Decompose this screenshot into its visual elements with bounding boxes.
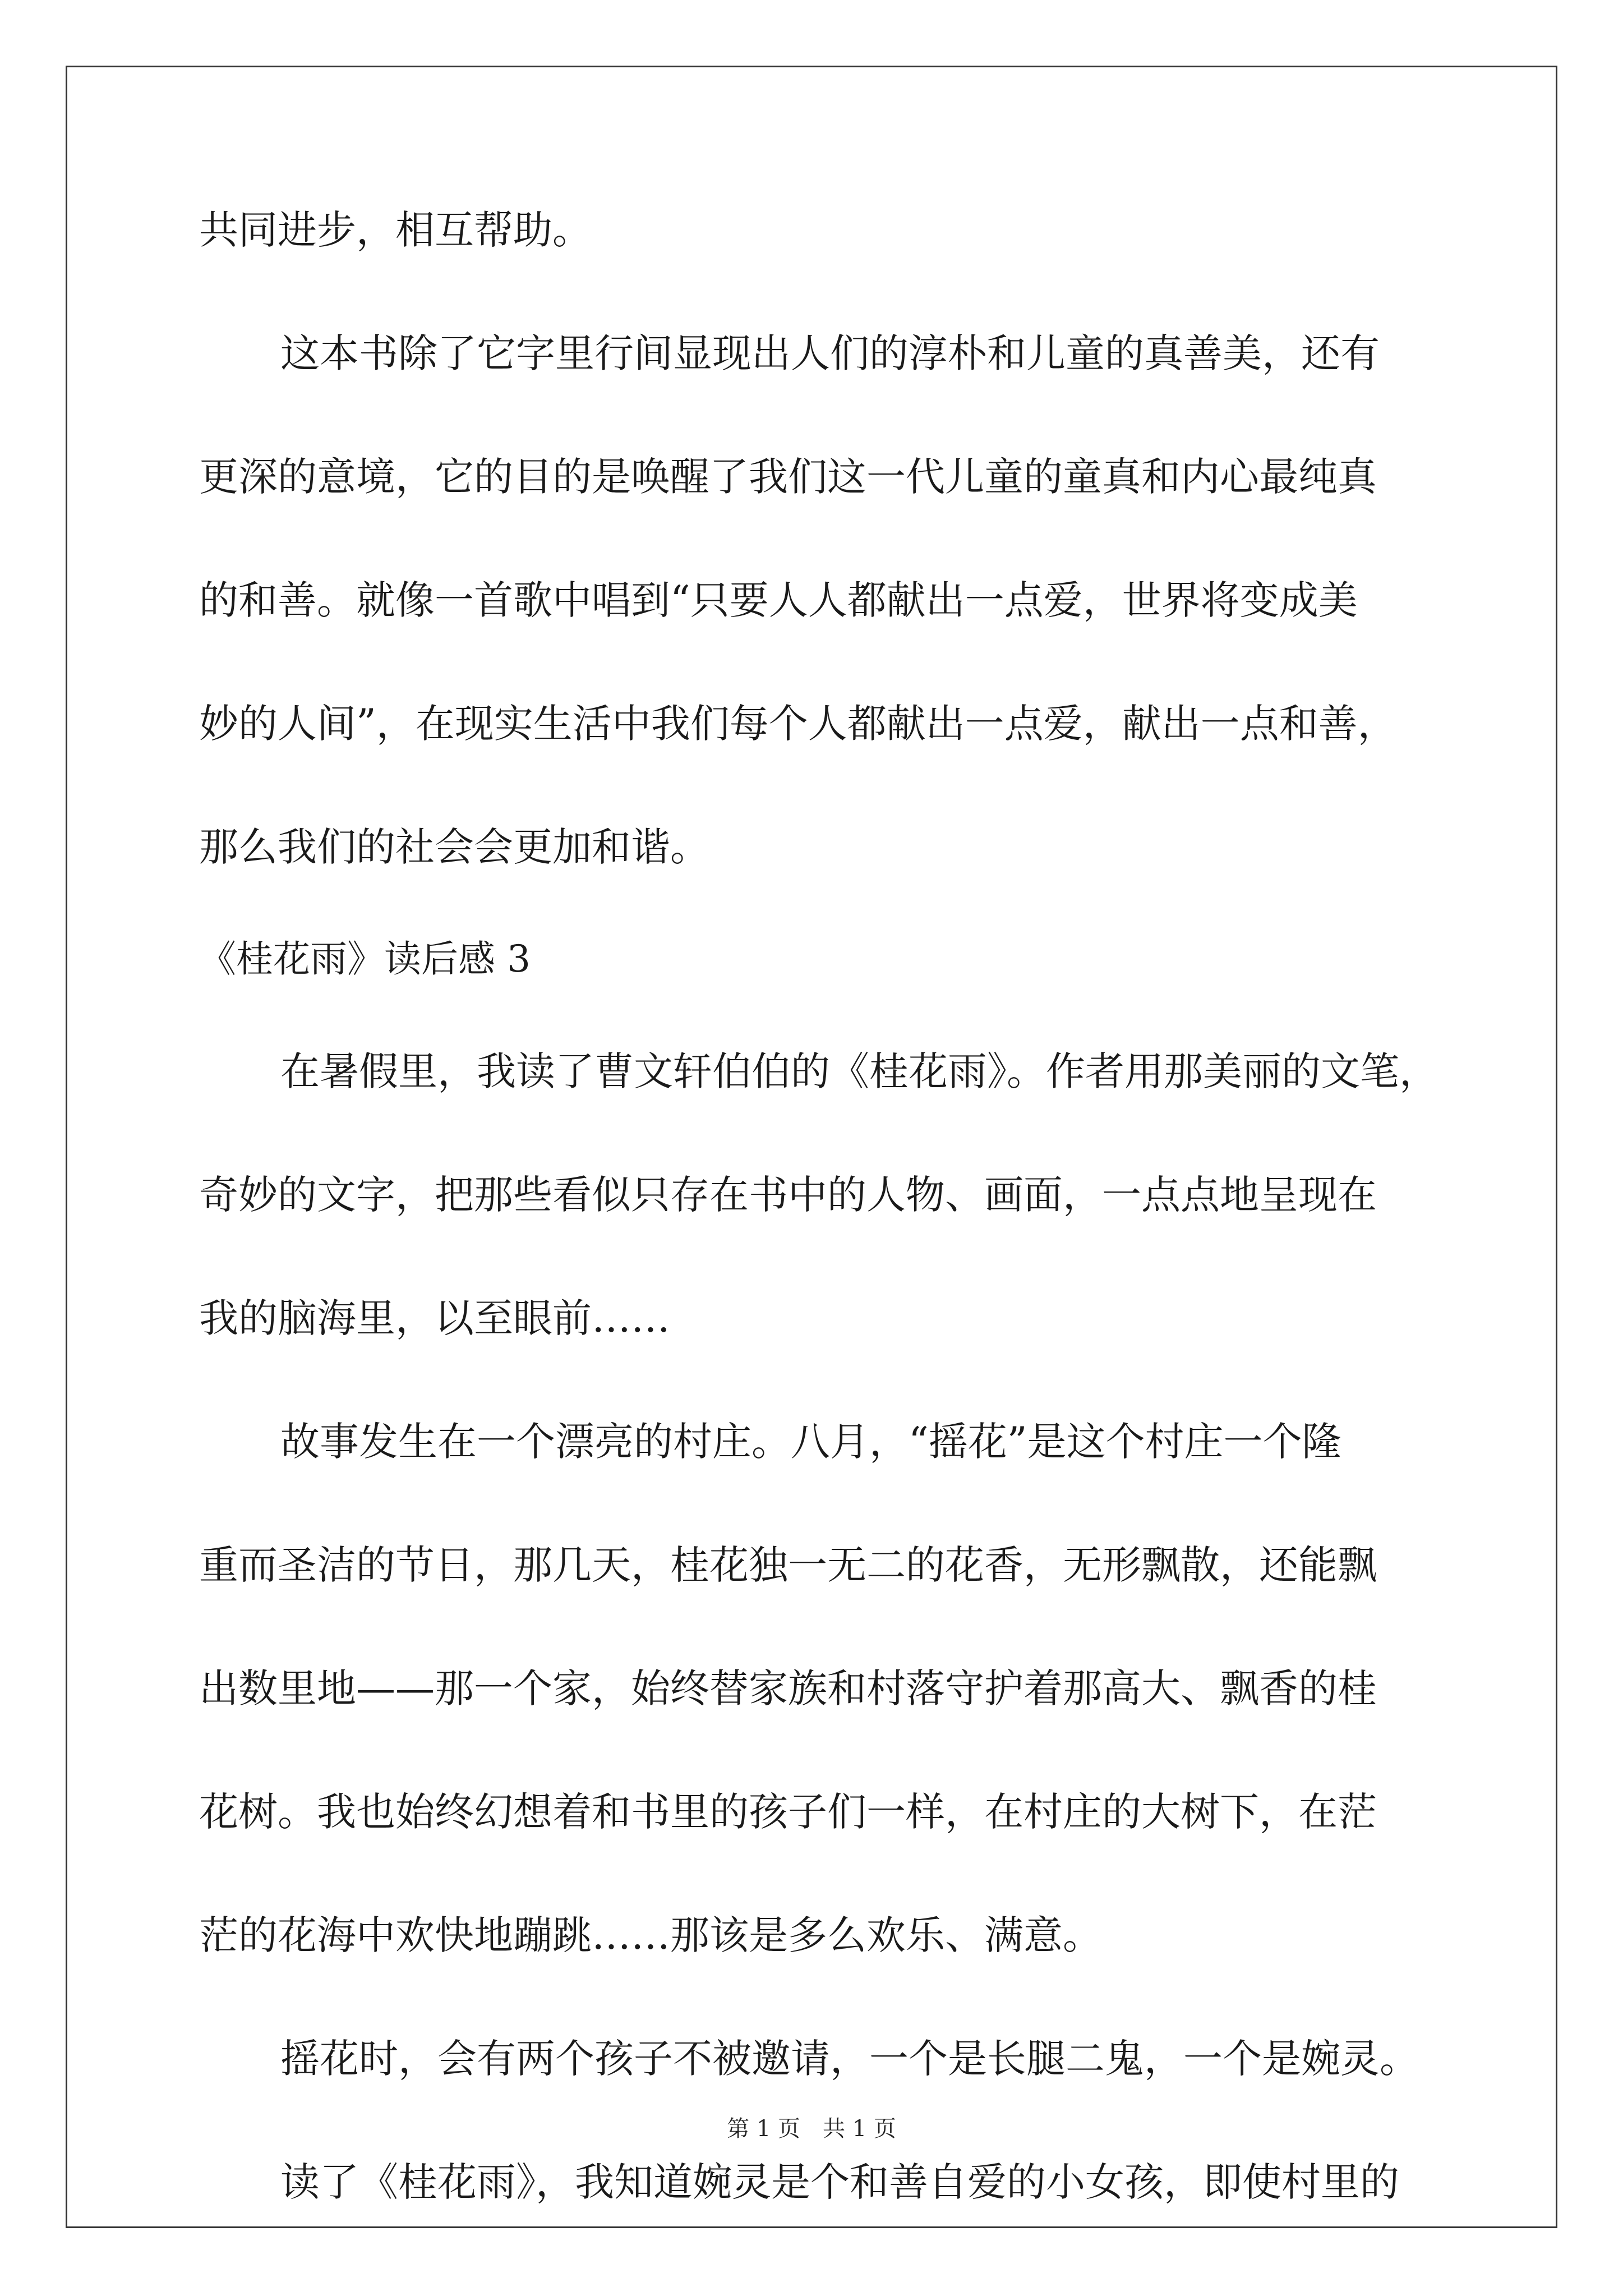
text-line: 的和善。就像一首歌中唱到“只要人人都献出一点爱，世界将变成美 xyxy=(199,577,1358,623)
text-line: 那么我们的社会会更加和谐。 xyxy=(199,824,709,870)
text-line: 妙的人间”，在现实生活中我们每个人都献出一点爱，献出一点和善， xyxy=(199,701,1397,747)
paragraph-first-line: 这本书除了它字里行间显现出人们的淳朴和儿童的真善美，还有 xyxy=(280,330,1380,376)
paragraph-first-line: 故事发生在一个漂亮的村庄。八月，“摇花”是这个村庄一个隆 xyxy=(280,1419,1341,1465)
text-line: 奇妙的文字，把那些看似只存在书中的人物、画面，一点点地呈现在 xyxy=(199,1172,1377,1218)
paragraph-first-line: 摇花时，会有两个孩子不被邀请，一个是长腿二鬼，一个是婉灵。 xyxy=(280,2036,1419,2082)
text-line: 花树。我也始终幻想着和书里的孩子们一样，在村庄的大树下，在茫 xyxy=(199,1789,1377,1835)
text-line: 共同进步，相互帮助。 xyxy=(199,207,592,253)
text-line: 我的脑海里，以至眼前…… xyxy=(199,1295,670,1341)
text-line: 更深的意境，它的目的是唤醒了我们这一代儿童的童真和内心最纯真 xyxy=(199,454,1377,500)
paragraph-first-line: 在暑假里，我读了曹文轩伯伯的《桂花雨》。作者用那美丽的文笔， xyxy=(280,1048,1438,1094)
text-line: 重而圣洁的节日，那几天，桂花独一无二的花香，无形飘散，还能飘 xyxy=(199,1542,1377,1588)
section-heading: 《桂花雨》读后感 3 xyxy=(199,937,531,981)
text-line: 茫的花海中欢快地蹦跳……那该是多么欢乐、满意。 xyxy=(199,1912,1102,1958)
text-line: 出数里地——那一个家，始终替家族和村落守护着那高大、飘香的桂 xyxy=(199,1665,1377,1711)
page-border xyxy=(66,66,1557,2228)
page-footer: 第 1 页 共 1 页 xyxy=(727,2116,896,2142)
paragraph-first-line: 读了《桂花雨》，我知道婉灵是个和善自爱的小女孩，即使村里的 xyxy=(280,2159,1399,2205)
